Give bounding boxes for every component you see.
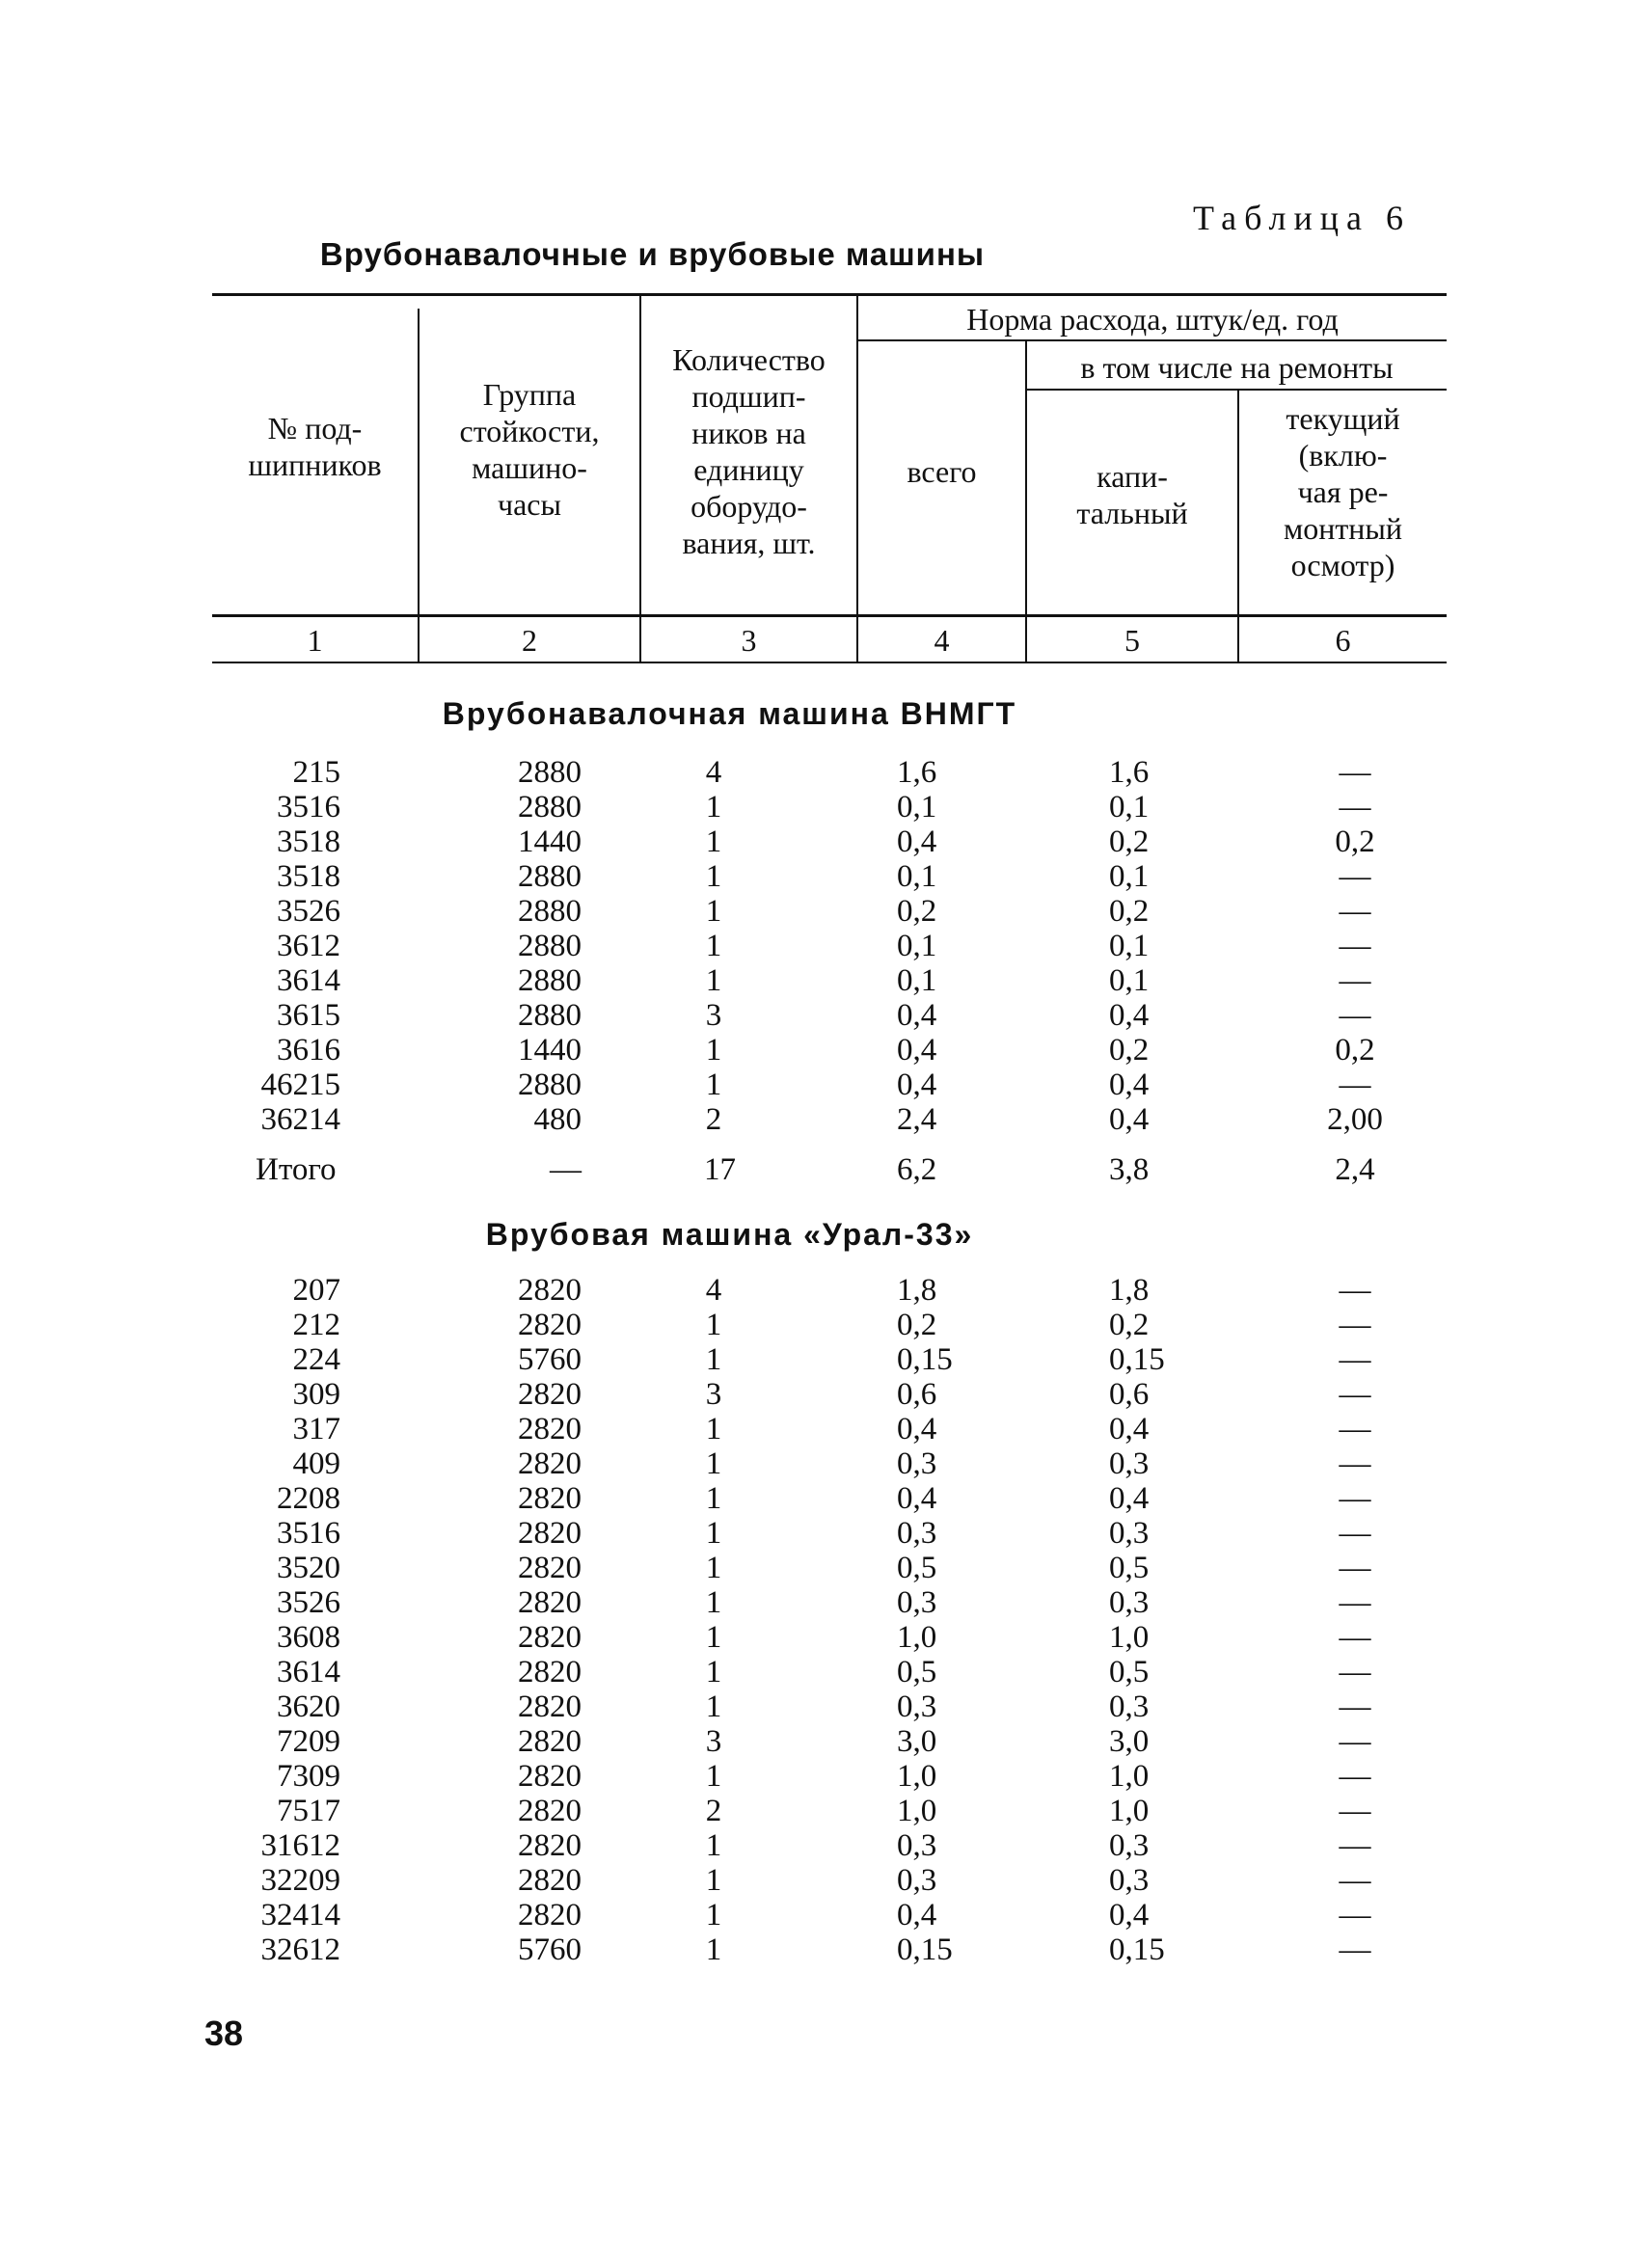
cell-col4: 0,3 bbox=[897, 1585, 937, 1620]
cell-col2: 2820 bbox=[518, 1898, 582, 1932]
cell-col6: 2,00 bbox=[1327, 1102, 1383, 1137]
section-title-ural33: Врубовая машина «Урал-33» bbox=[485, 1217, 974, 1252]
cell-col1: 3516 bbox=[277, 1516, 340, 1551]
cell-col2: 5760 bbox=[518, 1932, 582, 1967]
header-col6: текущий (вклю- чая ре- монтный осмотр) bbox=[1283, 401, 1403, 582]
cell-col5: 0,3 bbox=[1109, 1446, 1150, 1481]
cell-col3: 3 bbox=[705, 998, 722, 1033]
cell-col3: 1 bbox=[705, 963, 722, 998]
cell-col2: 2820 bbox=[518, 1273, 582, 1308]
cell-col6: — bbox=[1339, 1932, 1371, 1967]
cell-col5: 0,4 bbox=[1109, 1412, 1150, 1446]
cell-col5: 0,3 bbox=[1109, 1689, 1150, 1724]
cell-col6: — bbox=[1339, 1067, 1371, 1102]
cell-col4: 1,0 bbox=[897, 1759, 937, 1794]
cell-col4: 0,5 bbox=[897, 1551, 937, 1585]
table-row bbox=[0, 1689, 1652, 1724]
cell-col3: 1 bbox=[705, 1446, 722, 1481]
cell-col6: — bbox=[1339, 929, 1371, 963]
col-num-5: 5 bbox=[1124, 623, 1140, 658]
cell-col4: 1,8 bbox=[897, 1273, 937, 1308]
cell-col5: 0,2 bbox=[1109, 894, 1150, 929]
table-row bbox=[0, 963, 1652, 998]
cell-col1: 317 bbox=[292, 1412, 340, 1446]
cell-col2: 2880 bbox=[518, 1067, 582, 1102]
cell-col2: 5760 bbox=[518, 1342, 582, 1377]
total-col3: 17 bbox=[704, 1152, 736, 1187]
cell-col1: 3526 bbox=[277, 894, 340, 929]
cell-col2: 2880 bbox=[518, 755, 582, 790]
cell-col2: 1440 bbox=[518, 1033, 582, 1067]
cell-col6: — bbox=[1339, 963, 1371, 998]
cell-col3: 1 bbox=[705, 1898, 722, 1932]
cell-col1: 3526 bbox=[277, 1585, 340, 1620]
cell-col3: 1 bbox=[705, 790, 722, 824]
cell-col6: — bbox=[1339, 1828, 1371, 1863]
cell-col4: 0,1 bbox=[897, 859, 937, 894]
cell-col4: 0,3 bbox=[897, 1446, 937, 1481]
cell-col2: 2820 bbox=[518, 1585, 582, 1620]
cell-col5: 0,4 bbox=[1109, 1102, 1150, 1137]
cell-col3: 1 bbox=[705, 894, 722, 929]
cell-col6: — bbox=[1339, 859, 1371, 894]
cell-col6: — bbox=[1339, 1759, 1371, 1794]
cell-col3: 1 bbox=[705, 1932, 722, 1967]
cell-col5: 0,15 bbox=[1109, 1342, 1165, 1377]
table-row bbox=[0, 1102, 1652, 1137]
cell-col3: 1 bbox=[705, 1828, 722, 1863]
cell-col6: — bbox=[1339, 998, 1371, 1033]
cell-col1: 31612 bbox=[260, 1828, 340, 1863]
cell-col5: 0,2 bbox=[1109, 1308, 1150, 1342]
cell-col1: 309 bbox=[292, 1377, 340, 1412]
cell-col6: — bbox=[1339, 1585, 1371, 1620]
cell-col1: 46215 bbox=[260, 1067, 340, 1102]
table-row bbox=[0, 1863, 1652, 1898]
section-rows-ural33 bbox=[0, 1273, 1652, 1967]
header-col2: Группа стойкости, машино- часы bbox=[459, 377, 600, 522]
col-num-4: 4 bbox=[934, 623, 950, 658]
cell-col1: 7309 bbox=[277, 1759, 340, 1794]
cell-col3: 1 bbox=[705, 824, 722, 859]
page-number: 38 bbox=[204, 2013, 244, 2053]
cell-col5: 0,3 bbox=[1109, 1828, 1150, 1863]
table-row bbox=[0, 824, 1652, 859]
cell-col3: 1 bbox=[705, 1551, 722, 1585]
cell-col6: — bbox=[1339, 894, 1371, 929]
cell-col2: 2820 bbox=[518, 1412, 582, 1446]
cell-col4: 0,4 bbox=[897, 1481, 937, 1516]
cell-col6: — bbox=[1339, 755, 1371, 790]
cell-col4: 0,4 bbox=[897, 1898, 937, 1932]
cell-col3: 1 bbox=[705, 1655, 722, 1689]
cell-col1: 3518 bbox=[277, 859, 340, 894]
table-row bbox=[0, 1342, 1652, 1377]
norm-underline bbox=[858, 339, 1447, 341]
cell-col3: 1 bbox=[705, 1342, 722, 1377]
cell-col3: 1 bbox=[705, 1067, 722, 1102]
cell-col1: 207 bbox=[292, 1273, 340, 1308]
cell-col6: 0,2 bbox=[1335, 824, 1375, 859]
cell-col1: 3614 bbox=[277, 1655, 340, 1689]
cell-col1: 409 bbox=[292, 1446, 340, 1481]
table-row bbox=[0, 998, 1652, 1033]
total-col1: Итого bbox=[256, 1152, 337, 1187]
cell-col3: 1 bbox=[705, 1308, 722, 1342]
table-label: Таблица 6 bbox=[1193, 199, 1411, 237]
cell-col4: 1,0 bbox=[897, 1794, 937, 1828]
cell-col2: 2880 bbox=[518, 929, 582, 963]
cell-col6: — bbox=[1339, 790, 1371, 824]
cell-col6: — bbox=[1339, 1308, 1371, 1342]
table-row bbox=[0, 1655, 1652, 1689]
cell-col2: 2880 bbox=[518, 894, 582, 929]
cell-col1: 7517 bbox=[277, 1794, 340, 1828]
cell-col2: 2880 bbox=[518, 963, 582, 998]
cell-col1: 3518 bbox=[277, 824, 340, 859]
cell-col4: 0,3 bbox=[897, 1516, 937, 1551]
table-row bbox=[0, 1551, 1652, 1585]
cell-col5: 0,2 bbox=[1109, 824, 1150, 859]
table-row bbox=[0, 1273, 1652, 1308]
table-title: Врубонавалочные и врубовые машины bbox=[319, 236, 986, 272]
cell-col5: 0,1 bbox=[1109, 929, 1150, 963]
cell-col1: 3614 bbox=[277, 963, 340, 998]
table-row bbox=[0, 1377, 1652, 1412]
cell-col4: 0,4 bbox=[897, 1412, 937, 1446]
cell-col2: 2820 bbox=[518, 1655, 582, 1689]
cell-col1: 212 bbox=[292, 1308, 340, 1342]
cell-col3: 1 bbox=[705, 1620, 722, 1655]
cell-col4: 0,5 bbox=[897, 1655, 937, 1689]
col-num-3: 3 bbox=[741, 623, 757, 658]
cell-col2: 2820 bbox=[518, 1689, 582, 1724]
cell-col2: 2820 bbox=[518, 1828, 582, 1863]
header-top-rule bbox=[212, 293, 1447, 296]
cell-col3: 1 bbox=[705, 1033, 722, 1067]
cell-col4: 0,3 bbox=[897, 1863, 937, 1898]
cell-col1: 224 bbox=[292, 1342, 340, 1377]
cell-col5: 0,1 bbox=[1109, 963, 1150, 998]
table-row bbox=[0, 1585, 1652, 1620]
cell-col6: — bbox=[1339, 1794, 1371, 1828]
cell-col3: 1 bbox=[705, 1585, 722, 1620]
cell-col5: 0,4 bbox=[1109, 1067, 1150, 1102]
header-col3: Количество подшип- ников на единицу оборудо- вания, шт. bbox=[672, 342, 826, 560]
cell-col5: 0,4 bbox=[1109, 998, 1150, 1033]
cell-col4: 0,1 bbox=[897, 929, 937, 963]
cell-col5: 0,5 bbox=[1109, 1551, 1150, 1585]
cell-col1: 3615 bbox=[277, 998, 340, 1033]
col-num-2: 2 bbox=[522, 623, 537, 658]
cell-col3: 4 bbox=[705, 1273, 722, 1308]
table-row bbox=[0, 1481, 1652, 1516]
cell-col2: 480 bbox=[533, 1102, 582, 1137]
cell-col5: 1,0 bbox=[1109, 1794, 1150, 1828]
cell-col6: — bbox=[1339, 1724, 1371, 1759]
cell-col3: 2 bbox=[705, 1102, 722, 1137]
cell-col2: 2820 bbox=[518, 1551, 582, 1585]
cell-col1: 7209 bbox=[277, 1724, 340, 1759]
cell-col2: 2820 bbox=[518, 1794, 582, 1828]
cell-col5: 1,6 bbox=[1109, 755, 1150, 790]
total-col4: 6,2 bbox=[897, 1152, 937, 1187]
table-row bbox=[0, 1932, 1652, 1967]
cell-col3: 1 bbox=[705, 1516, 722, 1551]
cell-col2: 2820 bbox=[518, 1481, 582, 1516]
header-col5: капи- тальный bbox=[1076, 459, 1188, 530]
cell-col6: — bbox=[1339, 1481, 1371, 1516]
total-col5: 3,8 bbox=[1109, 1152, 1150, 1187]
table-row bbox=[0, 790, 1652, 824]
table-row bbox=[0, 1898, 1652, 1932]
cell-col2: 2820 bbox=[518, 1620, 582, 1655]
cell-col5: 3,0 bbox=[1109, 1724, 1150, 1759]
cell-col4: 1,0 bbox=[897, 1620, 937, 1655]
col-num-1: 1 bbox=[307, 623, 323, 658]
table-row bbox=[0, 1724, 1652, 1759]
cell-col5: 0,6 bbox=[1109, 1377, 1150, 1412]
cell-col5: 1,8 bbox=[1109, 1273, 1150, 1308]
cell-col2: 2880 bbox=[518, 790, 582, 824]
cell-col6: 0,2 bbox=[1335, 1033, 1375, 1067]
cell-col2: 2820 bbox=[518, 1724, 582, 1759]
table-row bbox=[0, 1620, 1652, 1655]
cell-col2: 2820 bbox=[518, 1863, 582, 1898]
cell-col4: 0,2 bbox=[897, 1308, 937, 1342]
cell-col1: 3616 bbox=[277, 1033, 340, 1067]
cell-col5: 0,4 bbox=[1109, 1481, 1150, 1516]
table-row bbox=[0, 1516, 1652, 1551]
cell-col4: 0,15 bbox=[897, 1932, 953, 1967]
cell-col4: 1,6 bbox=[897, 755, 937, 790]
cell-col5: 0,15 bbox=[1109, 1932, 1165, 1967]
cell-col6: — bbox=[1339, 1655, 1371, 1689]
cell-col4: 0,4 bbox=[897, 1067, 937, 1102]
table-row bbox=[0, 755, 1652, 790]
header-col4: всего bbox=[907, 454, 977, 489]
cell-col5: 0,3 bbox=[1109, 1863, 1150, 1898]
cell-col1: 32612 bbox=[260, 1932, 340, 1967]
table-row bbox=[0, 894, 1652, 929]
cell-col4: 0,4 bbox=[897, 998, 937, 1033]
cell-col2: 1440 bbox=[518, 824, 582, 859]
cell-col2: 2820 bbox=[518, 1446, 582, 1481]
cell-col2: 2880 bbox=[518, 859, 582, 894]
col-num-6: 6 bbox=[1335, 623, 1351, 658]
section-rows-vnmgt bbox=[0, 755, 1652, 1187]
section-title-vnmgt: Врубонавалочная машина ВНМГТ bbox=[442, 696, 1017, 731]
cell-col3: 1 bbox=[705, 1412, 722, 1446]
cell-col4: 0,3 bbox=[897, 1689, 937, 1724]
cell-col6: — bbox=[1339, 1689, 1371, 1724]
cell-col5: 1,0 bbox=[1109, 1759, 1150, 1794]
cell-col2: 2820 bbox=[518, 1759, 582, 1794]
cell-col1: 3608 bbox=[277, 1620, 340, 1655]
cell-col4: 0,1 bbox=[897, 790, 937, 824]
table-row bbox=[0, 1446, 1652, 1481]
numbers-bottom-rule bbox=[212, 662, 1447, 663]
cell-col1: 3612 bbox=[277, 929, 340, 963]
cell-col5: 0,1 bbox=[1109, 859, 1150, 894]
cell-col6: — bbox=[1339, 1863, 1371, 1898]
cell-col5: 0,3 bbox=[1109, 1585, 1150, 1620]
cell-col1: 3620 bbox=[277, 1689, 340, 1724]
cell-col6: — bbox=[1339, 1446, 1371, 1481]
cell-col3: 1 bbox=[705, 1759, 722, 1794]
cell-col1: 3516 bbox=[277, 790, 340, 824]
cell-col1: 3520 bbox=[277, 1551, 340, 1585]
cell-col4: 0,3 bbox=[897, 1828, 937, 1863]
cell-col6: — bbox=[1339, 1516, 1371, 1551]
cell-col4: 3,0 bbox=[897, 1724, 937, 1759]
cell-col3: 4 bbox=[705, 755, 722, 790]
cell-col3: 3 bbox=[705, 1377, 722, 1412]
cell-col6: — bbox=[1339, 1377, 1371, 1412]
header-norm: Норма расхода, штук/ед. год bbox=[966, 302, 1339, 337]
cell-col5: 0,2 bbox=[1109, 1033, 1150, 1067]
cell-col3: 2 bbox=[705, 1794, 722, 1828]
cell-col3: 1 bbox=[705, 859, 722, 894]
cell-col1: 32209 bbox=[260, 1863, 340, 1898]
cell-col5: 0,3 bbox=[1109, 1516, 1150, 1551]
cell-col4: 2,4 bbox=[897, 1102, 937, 1137]
cell-col4: 0,6 bbox=[897, 1377, 937, 1412]
cell-col2: 2820 bbox=[518, 1516, 582, 1551]
cell-col1: 36214 bbox=[260, 1102, 340, 1137]
cell-col1: 2208 bbox=[277, 1481, 340, 1516]
cell-col6: — bbox=[1339, 1342, 1371, 1377]
cell-col2: 2820 bbox=[518, 1377, 582, 1412]
total-col2: — bbox=[550, 1152, 582, 1187]
cell-col5: 0,1 bbox=[1109, 790, 1150, 824]
cell-col3: 1 bbox=[705, 1481, 722, 1516]
cell-col6: — bbox=[1339, 1412, 1371, 1446]
cell-col5: 0,4 bbox=[1109, 1898, 1150, 1932]
cell-col1: 215 bbox=[292, 755, 340, 790]
table-row bbox=[0, 1412, 1652, 1446]
table-row bbox=[0, 1794, 1652, 1828]
header-col1: № под- шипников bbox=[248, 411, 382, 482]
cell-col2: 2880 bbox=[518, 998, 582, 1033]
cell-col3: 1 bbox=[705, 1689, 722, 1724]
table-row bbox=[0, 1033, 1652, 1067]
table-row bbox=[0, 929, 1652, 963]
cell-col3: 1 bbox=[705, 929, 722, 963]
cell-col6: — bbox=[1339, 1898, 1371, 1932]
cell-col3: 3 bbox=[705, 1724, 722, 1759]
cell-col4: 0,15 bbox=[897, 1342, 953, 1377]
header-incl: в том числе на ремонты bbox=[1080, 350, 1394, 385]
table-row bbox=[0, 1759, 1652, 1794]
cell-col5: 1,0 bbox=[1109, 1620, 1150, 1655]
table-row bbox=[0, 1828, 1652, 1863]
cell-col2: 2820 bbox=[518, 1308, 582, 1342]
cell-col3: 1 bbox=[705, 1863, 722, 1898]
cell-col5: 0,5 bbox=[1109, 1655, 1150, 1689]
total-row bbox=[0, 1152, 1652, 1187]
table-row bbox=[0, 859, 1652, 894]
cell-col6: — bbox=[1339, 1551, 1371, 1585]
cell-col4: 0,2 bbox=[897, 894, 937, 929]
cell-col4: 0,4 bbox=[897, 1033, 937, 1067]
cell-col6: — bbox=[1339, 1620, 1371, 1655]
table-header bbox=[212, 289, 1447, 665]
cell-col6: — bbox=[1339, 1273, 1371, 1308]
header-bottom-rule bbox=[212, 614, 1447, 617]
cell-col1: 32414 bbox=[260, 1898, 340, 1932]
cell-col4: 0,1 bbox=[897, 963, 937, 998]
total-col6: 2,4 bbox=[1335, 1152, 1375, 1187]
table-row bbox=[0, 1067, 1652, 1102]
cell-col4: 0,4 bbox=[897, 824, 937, 859]
table-row bbox=[0, 1308, 1652, 1342]
